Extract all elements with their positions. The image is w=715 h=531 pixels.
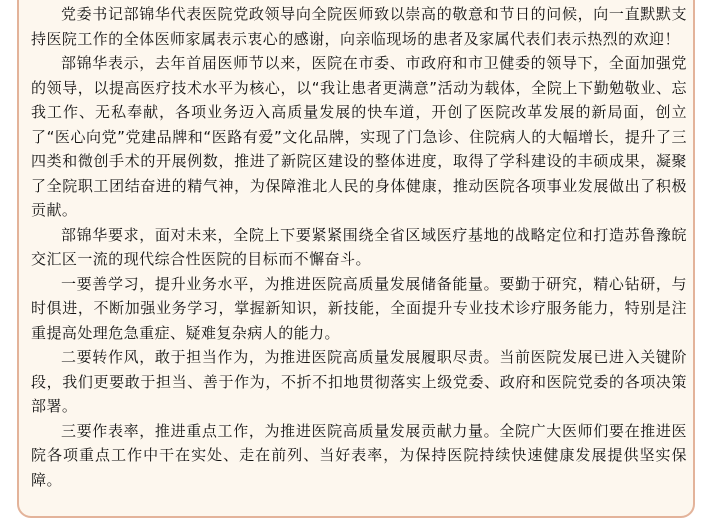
article-body xyxy=(31,2,687,492)
paragraph-achievements: 部锦华表示，去年首届医师节以来，医院在市委、市政府和市卫健委的领导下，全面加强党的领导，以提高医疗技术水平为核心，以“我让患者更满意”活动为载体，全院上下勤勉敬业、忘我工作、无私奉献，各项业务迈入高质量发展的快车道，开创了医院改革发展的新局面，创立了“医心向党”党建品牌和“医路有爱”文化品牌，实现了门急诊、住院病人的大幅增长，提升了三四类和微创手术的开展例数，推进了新院区建设的整体进度，取得了学科建设的丰硕成果，凝聚了全院职工团结奋进的精气神，为保障淮北人民的身体健康，推动医院各项事业发展做出了积极贡献。 xyxy=(31,54,687,219)
paragraph-learning: 一要善学习，提升业务水平，为推进医院高质量发展储备能量。要勤于研究，精心钻研，与时俱进，不断加强业务学习，掌握新知识，新技能，全面提升专业技术诊疗服务能力，特别是注重提高处理危急重症、疑难复杂病人的能力。 xyxy=(31,274,687,342)
paragraph-requirements: 部锦华要求，面对未来，全院上下要紧紧围绕全省区域医疗基地的战略定位和打造苏鲁豫皖交汇区一流的现代综合性医院的目标而不懈奋斗。 xyxy=(31,225,687,268)
paragraph-greeting: 党委书记部锦华代表医院党政领导向全院医师致以崇高的敬意和节日的问候，向一直默默支持医院工作的全体医师家属表示衷心的感谢，向亲临现场的患者及家属代表们表示热烈的欢迎！ xyxy=(31,5,687,48)
paragraph-example: 三要作表率，推进重点工作，为推进医院高质量发展贡献力量。全院广大医师们要在推进医院各项重点工作中干在实处、走在前列、当好表率，为保持医院持续快速健康发展提供坚实保障。 xyxy=(31,421,687,489)
paragraph-style: 二要转作风，敢于担当作为，为推进医院高质量发展履职尽责。当前医院发展已进入关键阶段，我们更要敢于担当、善于作为，不折不扣地贯彻落实上级党委、政府和医院党委的各项决策部署。 xyxy=(31,348,687,415)
